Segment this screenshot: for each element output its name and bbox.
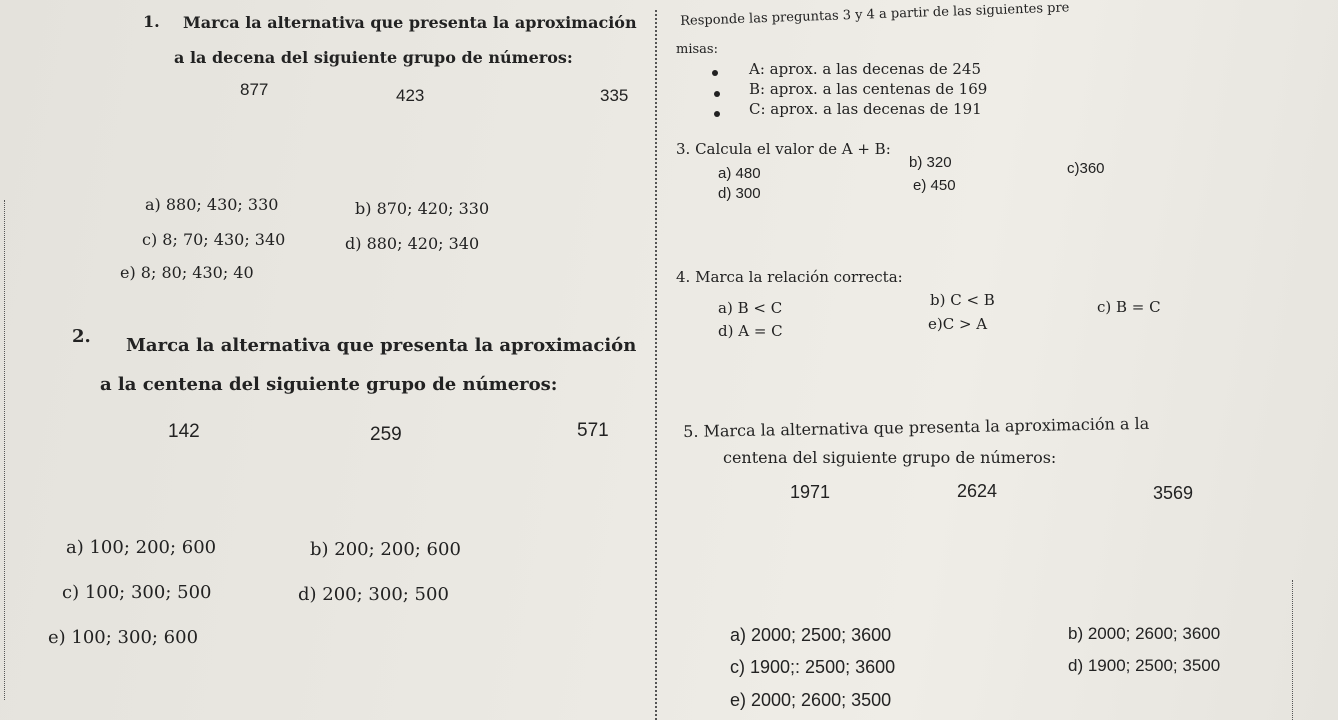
- q1-option-b[interactable]: b) 870; 420; 330: [355, 199, 490, 218]
- q1-option-d[interactable]: d) 880; 420; 340: [345, 234, 480, 253]
- q3-option-a[interactable]: a) 480: [718, 165, 761, 182]
- q1-value: 877: [240, 80, 269, 99]
- q3-option-c[interactable]: c)360: [1067, 160, 1105, 177]
- q5-value: 1971: [790, 482, 831, 502]
- q4-option-a[interactable]: a) B < C: [718, 299, 783, 317]
- bullet-icon: [714, 91, 720, 97]
- q4-option-b[interactable]: b) C < B: [930, 291, 995, 309]
- q1-prompt-line2: a la decena del siguiente grupo de números:: [174, 48, 573, 67]
- q2-option-e[interactable]: e) 100; 300; 600: [48, 627, 199, 648]
- q2-prompt-line1: Marca la alternativa que presenta la aproximación: [126, 335, 637, 356]
- q3-option-d[interactable]: d) 300: [718, 185, 761, 202]
- column-divider-left-edge: [4, 200, 5, 700]
- q2-value: 142: [168, 421, 200, 442]
- q1-option-c[interactable]: c) 8; 70; 430; 340: [142, 230, 286, 249]
- q2-option-c[interactable]: c) 100; 300; 500: [62, 582, 212, 603]
- q5-option-e[interactable]: e) 2000; 2600; 3500: [730, 690, 892, 710]
- q4-option-e[interactable]: e)C > A: [928, 315, 988, 333]
- premises-intro-line1: Responde las preguntas 3 y 4 a partir de las siguientes pre: [680, 0, 1070, 29]
- q4-option-c[interactable]: c) B = C: [1097, 298, 1161, 316]
- q5-option-d[interactable]: d) 1900; 2500; 3500: [1068, 656, 1221, 675]
- bullet-icon: [714, 111, 720, 117]
- q2-option-b[interactable]: b) 200; 200; 600: [310, 539, 461, 560]
- q5-option-a[interactable]: a) 2000; 2500; 3600: [730, 625, 892, 645]
- q5-option-c[interactable]: c) 1900;: 2500; 3600: [730, 657, 896, 677]
- column-divider-center: [655, 10, 657, 720]
- q1-number: 1.: [143, 12, 160, 31]
- column-divider-right-edge: [1292, 580, 1293, 720]
- q3-prompt: 3. Calcula el valor de A + B:: [676, 140, 891, 158]
- q3-option-b[interactable]: b) 320: [909, 154, 952, 171]
- premises-intro-line2: misas:: [676, 42, 718, 57]
- q4-prompt: 4. Marca la relación correcta:: [676, 268, 903, 286]
- premise-b: B: aprox. a las centenas de 169: [749, 80, 988, 98]
- q1-value: 423: [396, 86, 425, 105]
- q4-option-d[interactable]: d) A = C: [718, 322, 783, 340]
- premise-c: C: aprox. a las decenas de 191: [749, 100, 982, 118]
- q1-option-a[interactable]: a) 880; 430; 330: [145, 195, 279, 214]
- q1-option-e[interactable]: e) 8; 80; 430; 40: [120, 263, 254, 282]
- q2-option-a[interactable]: a) 100; 200; 600: [66, 537, 217, 558]
- q3-option-e[interactable]: e) 450: [913, 177, 956, 194]
- q2-value: 259: [370, 424, 402, 445]
- q1-value: 335: [600, 86, 629, 105]
- bullet-icon: [712, 70, 718, 76]
- premise-a: A: aprox. a las decenas de 245: [749, 60, 982, 78]
- q5-value: 2624: [957, 481, 998, 501]
- q2-prompt-line2: a la centena del siguiente grupo de números:: [100, 374, 558, 395]
- q5-prompt-line1: 5. Marca la alternativa que presenta la aproximación a la: [683, 413, 1150, 441]
- q2-value: 571: [577, 420, 609, 441]
- q5-option-b[interactable]: b) 2000; 2600; 3600: [1068, 624, 1221, 643]
- q1-prompt-line1: Marca la alternativa que presenta la aproximación: [183, 13, 637, 32]
- q5-value: 3569: [1153, 483, 1194, 503]
- q2-number: 2.: [72, 326, 91, 347]
- q5-prompt-line2: centena del siguiente grupo de números:: [723, 448, 1057, 467]
- q2-option-d[interactable]: d) 200; 300; 500: [298, 584, 449, 605]
